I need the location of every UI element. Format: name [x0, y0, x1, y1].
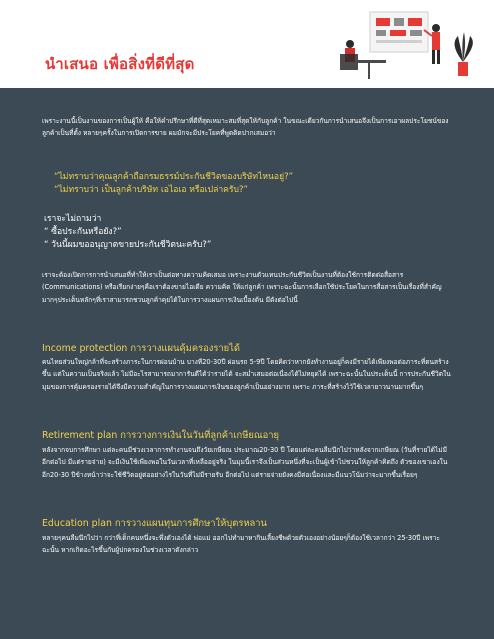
- quote-line: “ไม่ทราบว่าคุณลูกค้าถือกรมธรรม์ประกันชีวิตของบริษัทไหนอยู่?”: [54, 172, 294, 182]
- communication-paragraph: เราจะต้องเปิดการการนำเสนอที่ทำให้เราเป็นต่อทางความคิดเสมอ เพราะงานตัวแทนประกันชีวิตเป็นงานที่ต้องใช้การติดต่อสื่อสาร (Communications) หรือเรียกง่ายๆคือเราต้องขายไอเดีย ความคิด ให้แก่ลูกค้า เพราะฉะนั้นการเลือกใช้ประโยคในการสื่อสารเป็นเรื่องที่สำคัญมากๆประเด็นหลักๆที่เราสามารถชวนลูกค้าคุยได้ในการวางแผนการเงินเบื้องต้น มีดังต่อไปนี้: [42, 271, 442, 304]
- content-panel: [0, 88, 494, 639]
- section-heading-retirement-plan: Retirement plan การวางการเงินในวันที่ลูกค้าเกษียณอายุ: [42, 430, 279, 441]
- office-meeting-illustration: [332, 6, 482, 88]
- quote-line: “ไม่ทราบว่า เป็นลูกค้าบริษัท เอไอเอ หรือเปล่าครับ?”: [54, 185, 248, 195]
- section-body-education-plan: หลายๆคนลืมนึกไปว่า กว่าที่เด็กคนหนึ่งจะพึ่งตัวเองได้ พ่อแม่ ออกไปทำมาหากินเลี้ยงชีพด้วยตัวเองอย่างน้อยๆก็ต้องใช้เวลากว่า 25-30ปี เพราะฉะนั้น หากเกิดอะไรขึ้นกับผู้ปกครองในช่วงเวลาดังกล่าว: [42, 534, 440, 555]
- page-title: นำเสนอ เพื่อสิ่งที่ดีที่สุด: [45, 55, 195, 73]
- section-body-retirement-plan: หลังจากจบการศึกษา แต่ละคนมีช่วงเวลาการทำงานจนถึงวัยเกษียณ ประมาณ20-30 ปี โดยแต่ละคนลืมนึกไปว่าหลังจากเกษียณ (วันที่รายได้ไม่มีอีกต่อไป มีแต่รายจ่าย) จะมีเงินใช้เพียงพอในวันเวลาที่เหลืออยู่จริง ในมุมนี้เราจึงเป็นส่วนหนึ่งที่จะเป็นผู้เข้าไปชวนให้ลูกค้าคิดถึง ตัวของเขาเองในอีก20-30 ปีข้างหน้าว่าจะใช้ชีวิตอยู่ต่ออย่างไรในวันที่ไม่มีรายรับ อีกต่อไป แต่รายจ่ายยังคงมีต่อเนื่องและมีแนวโน้มว่าจะมากขึ้นเรื่อยๆ: [42, 446, 448, 479]
- not-asking-lead: เราจะไม่ถามว่า: [44, 214, 102, 224]
- section-body-income-protection: คนไทยส่วนใหญ่กล้าที่จะสร้างภาระในการผ่อนบ้าน บางที20-30ปี ผ่อนรถ 5-9ปี โดยคิดว่าหากยังทำงานอยู่ก็คงมีรายได้เพียงพอต่อภาระที่ตนสร้างขึ้น แต่ในความเป็นจริงแล้ว ไม่มีอะไรสามารถมาการันตีได้ว่ารายได้ จะสม่ำเสมอต่อเนื่องได้ไม่หยุดได้ เพราะฉะนั้นในประเด็นนี้ การประกันชีวิตในมุมของการคุ้มครองรายได้จึงมีความสำคัญในการวางแผนการเงินของลูกค้าเป็นอย่างมาก เพราะ ภาระที่สร้างไว้ใช้เวลายาวนานมากขึ้นๆ: [42, 358, 451, 391]
- page-header: [0, 0, 494, 88]
- intro-paragraph: เพราะงานนี้เป็นงานของการเป็นผู้ให้ คือให้คำปรึกษาที่ดีที่สุดเหมาะสมที่สุดให้กับลูกค้า ในขณะเดียวกันการนำเสนอจึงเป็นการเอาผลประโยชน์ของลูกค้าเป็นที่ตั้ง หลายๆครั้งในการเปิดการขาย ผมมักจะมีประโยคที่พูดติดปากเสมอว่า: [42, 117, 449, 138]
- section-heading-income-protection: Income protection การวางแผนคุ้มครองรายได้: [42, 343, 240, 354]
- not-asking-line: “ วันนี้ผมขออนุญาตขายประกันชีวิตนะครับ?”: [44, 240, 212, 250]
- not-asking-line: “ ซื้อประกันหรือยัง?”: [44, 227, 122, 237]
- section-heading-education-plan: Education plan การวางแผนทุนการศึกษาให้บุตรหลาน: [42, 518, 267, 529]
